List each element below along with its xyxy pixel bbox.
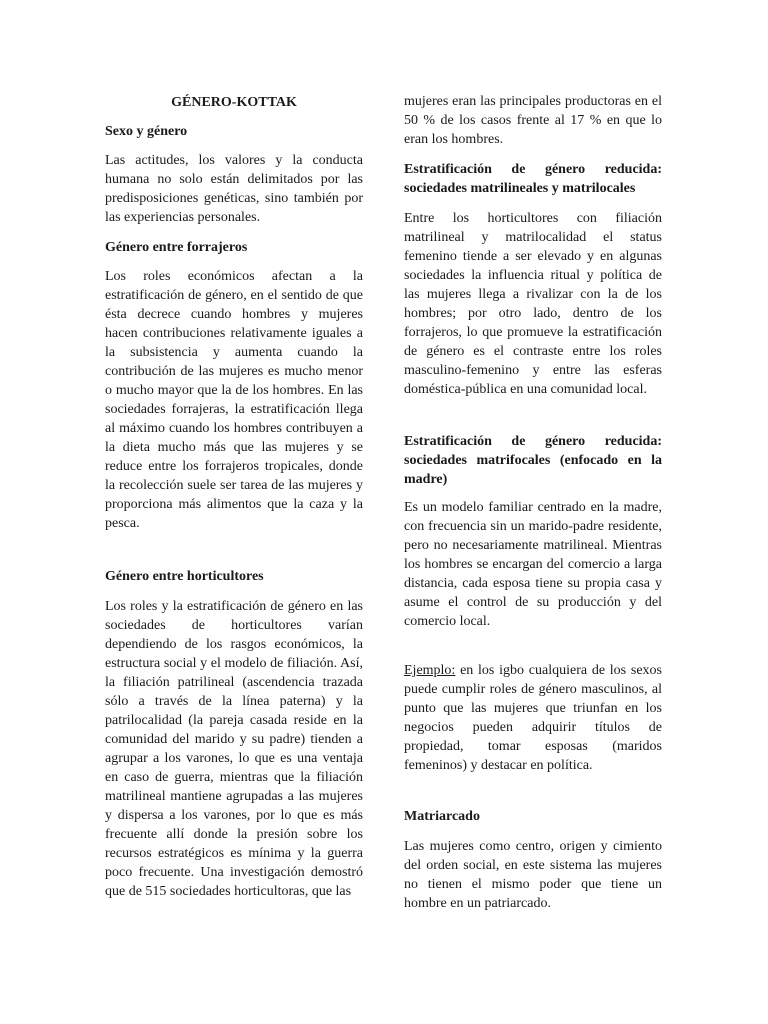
heading-matrifocales: Estratificación de género reducida: sociedades matrifocales (enfocado en la madre) — [404, 434, 662, 487]
paragraph-matriarcado: Las mujeres como centro, origen y cimiento del orden social, en este sistema las mujeres no tienen el mismo poder que tiene un hombre en un patriarcado. — [404, 839, 662, 911]
heading-matrilineales: Estratificación de género reducida: sociedades matrilineales y matrilocales — [404, 162, 662, 196]
paragraph-genero-forrajeros: Los roles económicos afectan a la estratificación de género, en el sentido de que ésta decrece cuando hombres y mujeres hacen contribuciones relativamente iguales a la subsistencia y aumenta cuando la contribución de las mujeres es mucho menor o mucho mayor que la de los hombres. En las sociedades forrajeras, la estratificación llega al máximo cuando los hombres contribuyen a la dieta mucho más que las mujeres y se reduce entre los forrajeros tropicales, donde la recolección suele ser tarea de las mujeres y proporciona más alimentos que la caza y la pesca. — [105, 269, 363, 531]
heading-matriarcado: Matriarcado — [404, 809, 480, 824]
heading-genero-horticultores: Género entre horticultores — [105, 569, 264, 584]
ejemplo-text: en los igbo cualquiera de los sexos puede cumplir roles de género masculinos, al punto que las mujeres que triunfan en los negocios pueden adquirir títulos de propiedad, tomar esposas (maridos femeninos) y destacar en política. — [404, 663, 662, 773]
paragraph-matrilineales: Entre los horticultores con filiación matrilineal y matrilocalidad el status femenino tiende a ser elevado y en algunas sociedades la influencia ritual y política de las mujeres llega a rivalizar con la de los hombres; por otro lado, dentro de los forrajeros, lo que promueve la estratificación de género es el contraste entre los roles masculino-femenino y entre las esferas doméstica-pública en una comunidad local. — [404, 211, 662, 397]
paragraph-matrifocales: Es un modelo familiar centrado en la madre, con frecuencia sin un marido-padre residente, pero no necesariamente matrilineal. Mientras los hombres se encargan del comercio a larga distancia, cada esposa tiene su propia casa y asume el control de su producción y del comercio local. — [404, 500, 662, 629]
heading-sexo-genero: Sexo y género — [105, 124, 188, 139]
ejemplo-label: Ejemplo: — [404, 663, 456, 678]
paragraph-genero-horticultores: Los roles y la estratificación de género en las sociedades de horticultores varían dependiendo de los rasgos económicos, la estructura social y el modelo de filiación. Así, la filiación patrilineal (ascendencia trazada sólo a través de la línea paterna) y la patrilocalidad (la pareja casada reside en la comunidad del marido y su padre) tienden a agrupar a los varones, lo que es una ventaja en caso de guerra, mientras que la filiación matrilineal mantiene agrupadas a las mujeres y dispersa a los varones, por lo que es más frecuente allí donde la presión sobre los recursos estratégicos es mínima y la guerra poco frecuente. Una investigación demostró que de 515 sociedades horticultoras, que las — [105, 599, 363, 899]
heading-genero-forrajeros: Género entre forrajeros — [105, 240, 248, 255]
paragraph-sexo-genero: Las actitudes, los valores y la conducta humana no solo están delimitados por las predisposiciones genéticas, sino también por las experiencias personales. — [105, 153, 363, 225]
document-title: GÉNERO-KOTTAK — [171, 95, 297, 110]
paragraph-ejemplo — [404, 661, 662, 775]
paragraph-continuation: mujeres eran las principales productoras en el 50 % de los casos frente al 17 % en que lo eran los hombres. — [404, 94, 662, 147]
